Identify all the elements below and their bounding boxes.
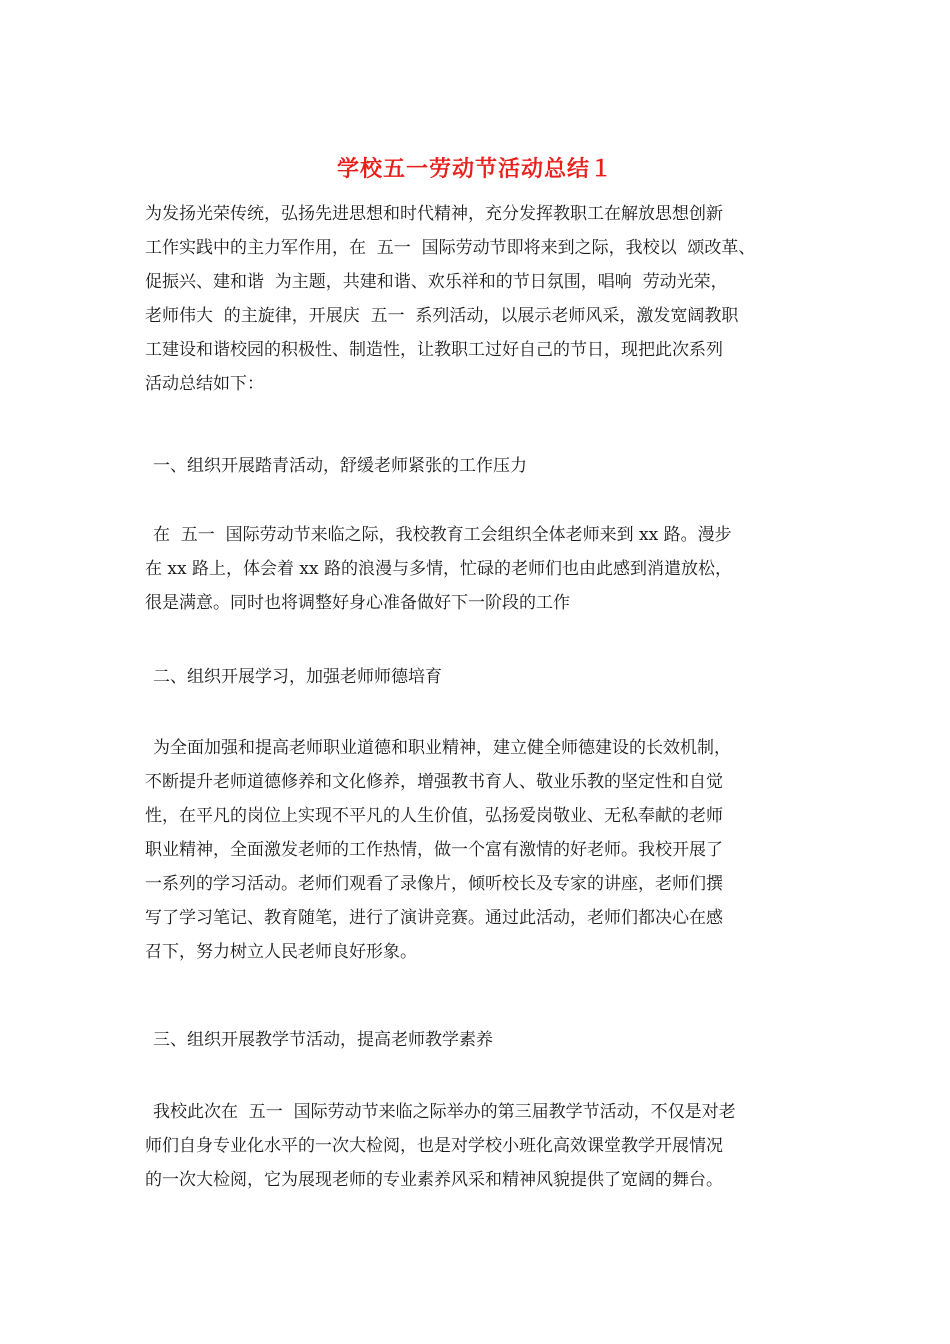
paragraph-line: 工建设和谐校园的积极性、制造性，让教职工过好自己的节日，现把此次系列 <box>145 340 723 360</box>
paragraph-line: 性，在平凡的岗位上实现不平凡的人生价值，弘扬爱岗敬业、无私奉献的老师 <box>145 806 723 826</box>
paragraph-line: 的一次大检阅，它为展现老师的专业素养风采和精神风貌提供了宽阔的舞台。 <box>145 1170 723 1190</box>
paragraph-line: 在 xx 路上，体会着 xx 路的浪漫与多情，忙碌的老师们也由此感到消遣放松， <box>145 559 732 579</box>
document-title: 学校五一劳动节活动总结１ <box>336 156 613 182</box>
section-heading-text: 二、组织开展学习，加强老师师德培育 <box>153 667 442 687</box>
paragraph-line: 很是满意。同时也将调整好身心准备做好下一阶段的工作 <box>145 593 570 613</box>
section-2-paragraph <box>145 731 825 969</box>
paragraph-line: 一系列的学习活动。老师们观看了录像片，倾听校长及专家的讲座，老师们撰 <box>145 874 723 894</box>
section-3-heading <box>145 1023 825 1057</box>
paragraph-line: 为全面加强和提高老师职业道德和职业精神，建立健全师德建设的长效机制， <box>153 738 731 758</box>
section-3-paragraph <box>145 1095 825 1197</box>
section-heading-text: 三、组织开展教学节活动，提高老师教学素养 <box>153 1030 493 1050</box>
paragraph-line: 职业精神，全面激发老师的工作热情，做一个富有激情的好老师。我校开展了 <box>145 840 723 860</box>
paragraph-line: 我校此次在 五一 国际劳动节来临之际举办的第三届教学节活动，不仅是对老 <box>153 1102 736 1122</box>
section-1-heading <box>145 449 825 483</box>
paragraph-line: 为发扬光荣传统，弘扬先进思想和时代精神，充分发挥教职工在解放思想创新 <box>145 204 723 224</box>
paragraph-line: 老师伟大 的主旋律，开展庆 五一 系列活动，以展示老师风采，激发宽阔教职 <box>145 306 739 326</box>
paragraph-line: 师们自身专业化水平的一次大检阅，也是对学校小班化高效课堂教学开展情况 <box>145 1136 723 1156</box>
section-1-paragraph <box>145 518 825 620</box>
paragraph-line: 促振兴、建和谐 为主题，共建和谐、欢乐祥和的节日氛围，唱响 劳动光荣， <box>145 272 728 292</box>
section-heading-text: 一、组织开展踏青活动，舒缓老师紧张的工作压力 <box>153 456 527 476</box>
paragraph-line: 在 五一 国际劳动节来临之际，我校教育工会组织全体老师来到 xx 路。漫步 <box>153 525 732 545</box>
paragraph-line: 写了学习笔记、教育随笔，进行了演讲竞赛。通过此活动，老师们都决心在感 <box>145 908 723 928</box>
intro-paragraph <box>145 197 825 401</box>
paragraph-line: 不断提升老师道德修养和文化修养，增强教书育人、敬业乐教的坚定性和自觉 <box>145 772 723 792</box>
paragraph-line: 活动总结如下： <box>145 374 264 394</box>
section-2-heading <box>145 660 825 694</box>
paragraph-line: 召下，努力树立人民老师良好形象。 <box>145 942 417 962</box>
paragraph-line: 工作实践中的主力军作用，在 五一 国际劳动节即将来到之际，我校以 颂改革、 <box>145 238 756 258</box>
